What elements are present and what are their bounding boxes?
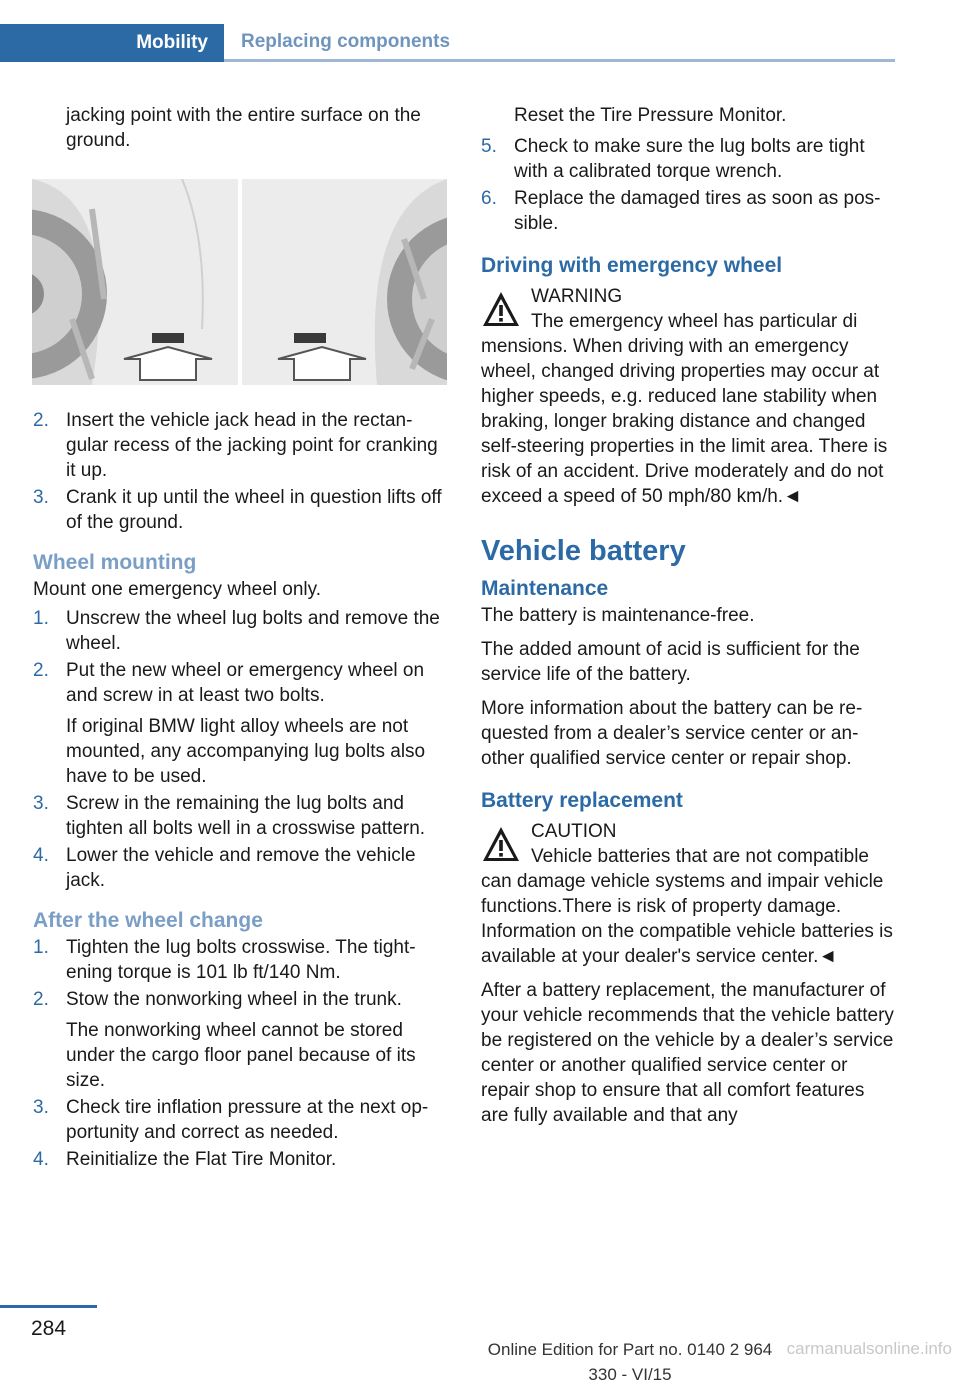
edition-text: Online Edition for Part no. 0140 2 964 330 - VI/15	[487, 1340, 773, 1384]
caution-label: CAUTION	[531, 821, 617, 842]
chapter-heading: Vehicle battery	[481, 535, 686, 567]
paragraph: The added amount of acid is sufficient for the service life of the battery.	[481, 639, 860, 685]
warning-label: WARNING	[531, 286, 623, 307]
list-item: 3. Check tire inflation pressure at the next opportunity and correct as needed.	[33, 1097, 429, 1143]
section-heading: Maintenance	[481, 577, 609, 600]
list-item: 5. Check to make sure the lug bolts are tight with a calibrated torque wrench.	[481, 136, 865, 182]
section-tab: Replacing components	[224, 24, 895, 62]
intro-text: jacking point with the entire surface on the ground.	[66, 105, 421, 151]
list-item: 3. Screw in the remaining the lug bolts and tighten all bolts well in a crosswise pattern.	[33, 793, 426, 839]
section-heading: After the wheel change	[33, 909, 263, 932]
intro-text: Reset the Tire Pressure Monitor.	[514, 105, 787, 126]
page-number: 284	[30, 1317, 67, 1340]
jack-point-left-icon	[152, 333, 184, 343]
warning-text: The emergency wheel has particular di	[531, 311, 858, 332]
paragraph: The battery is maintenance-free.	[481, 605, 755, 626]
warning-triangle-icon	[481, 290, 521, 328]
jack-point-right-icon	[294, 333, 326, 343]
list-item: 6. Replace the damaged tires as soon as possible.	[481, 188, 881, 234]
section-heading: Battery replacement	[481, 789, 683, 812]
paragraph: After a battery replacement, the manufacturer of your vehicle recommends that the vehicle battery be registered on the vehicle by a dealer’s service center or another qualified service center or repair shop to ensure that all comfort features are fully available and that any	[481, 980, 894, 1126]
caution-text: can damage vehicle systems and impair vehicle functions.There is risk of property damage. Information on the compatible vehicle batteries is available at your dealer's service center.◄	[481, 871, 893, 967]
left-column	[33, 103, 447, 1174]
footer-rule	[0, 1305, 97, 1308]
caution-text: Vehicle batteries that are not compatible	[531, 846, 869, 867]
warning-block	[481, 284, 895, 509]
list-item: 1. Tighten the lug bolts crosswise. The tightening torque is 101 lb ft/140 Nm.	[33, 937, 416, 983]
list-item: 2. Put the new wheel or emergency wheel on and screw in at least two bolts. If original BMW light alloy wheels are not mounted, any accompanying lug bolts also have to be used.	[33, 660, 426, 787]
page-header	[0, 24, 895, 62]
list-item: 3. Crank it up until the wheel in question lifts off of the ground.	[33, 487, 442, 533]
list-item: 1. Unscrew the wheel lug bolts and remove the wheel.	[33, 608, 440, 654]
caution-block	[481, 819, 895, 969]
list-item: 2. Insert the vehicle jack head in the rectangular recess of the jacking point for cranking it up.	[33, 410, 438, 481]
chapter-tab: Mobility	[0, 24, 224, 62]
watermark: carmanualsonline.info	[786, 1339, 952, 1358]
section-heading: Wheel mounting	[33, 551, 197, 574]
warning-text: mensions. When driving with an emergency wheel, changed driving properties may occur at higher speeds, e.g. reduced lane stability when braking, longer braking distance and changed self-steering properties in the limit area. There is risk of an accident. Drive moderately and do not exceed a speed of 50 mph/80 km/h.◄	[481, 336, 888, 507]
section-heading: Driving with emergency wheel	[481, 254, 783, 277]
paragraph: More information about the battery can be requested from a dealer’s service center or another qualified service center or repair shop.	[481, 698, 863, 769]
jacking-point-figure	[32, 179, 447, 385]
list-item: 2. Stow the nonworking wheel in the trunk. The nonworking wheel cannot be stored under the cargo floor panel because of its size.	[33, 989, 416, 1091]
list-item: 4. Reinitialize the Flat Tire Monitor.	[33, 1149, 337, 1170]
right-column	[481, 103, 895, 1137]
paragraph: Mount one emergency wheel only.	[33, 579, 321, 600]
list-item: 4. Lower the vehicle and remove the vehicle jack.	[33, 845, 416, 891]
warning-triangle-icon	[481, 825, 521, 863]
